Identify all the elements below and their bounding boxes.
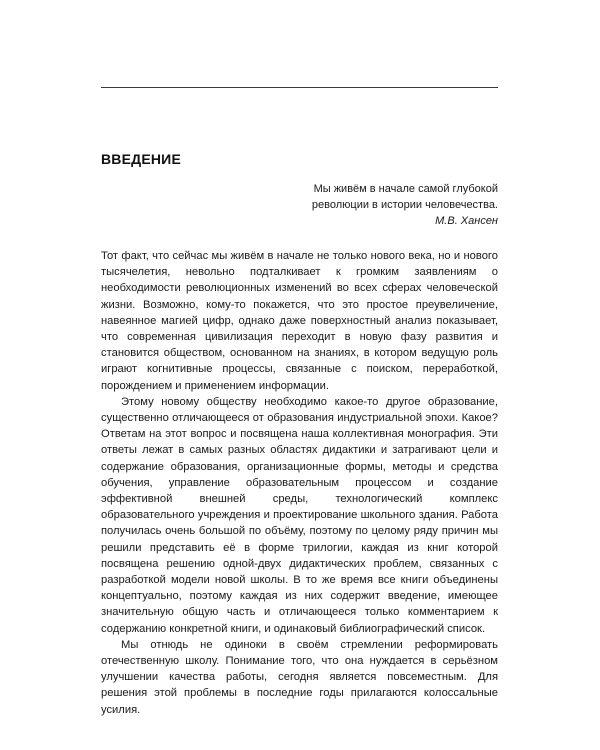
epigraph-line-1: Мы живём в начале самой глубокой (313, 183, 498, 195)
epigraph (198, 181, 498, 229)
paragraph-1: Тот факт, что сейчас мы живём в начале не только нового века, но и нового тысячелетия, невольно подталкивает к громким заявлениям о необходимости революционных изменений во всех сферах человеческой жизни. Возможно, кому-то покажется, что это простое преувеличение, навеянное магией цифр, однако даже поверхностный анализ показывает, что современная цивилизация переходит в новую фазу развития и становится обществом, основанном на знаниях, в котором ведущую роль играют когнитивные процессы, связанные с поиском, переработкой, порождением и применением информации. (101, 250, 498, 392)
epigraph-author: М.В. Хансен (435, 215, 498, 227)
header-rule (101, 87, 498, 88)
paragraph-2: Этому новому обществу необходимо какое-то другое образование, существенно отличающееся от образования индустриальной эпохи. Какое? Ответам на этот вопрос и посвящена наша коллективная монография. Эти ответы лежат в самых разных областях дидактики и затрагивают цели и содержание образования, организационные формы, методы и средства обучения, управление образовательным процессом и создание эффективной внешней среды, технологический комплекс образовательного учреждения и проектирование школьного здания. Работа получилась очень большой по объёму, поэтому по целому ряду причин мы решили представить её в форме трилогии, каждая из книг которой посвящена решению одной-двух дидактических проблем, связанных с разработкой модели новой школы. В то же время все книги объединены концептуально, поэтому каждая из них содержит введение, имеющее значительную общую часть и отличающееся только комментарием к содержанию конкретной книги, и одинаковый библиографический список. (101, 395, 498, 635)
epigraph-line-2: революции в истории человечества. (311, 199, 498, 211)
paragraph-3: Мы отнюдь не одиноки в своём стремлении реформировать отечественную школу. Понимание того, что она нуждается в серьёзном улучшении качества работы, сегодня является повсеместным. Для решения этой проблемы в последние годы прилагаются колоссальные усилия. (101, 638, 498, 716)
body-text (101, 248, 498, 718)
section-title: ВВЕДЕНИЕ (101, 151, 181, 167)
